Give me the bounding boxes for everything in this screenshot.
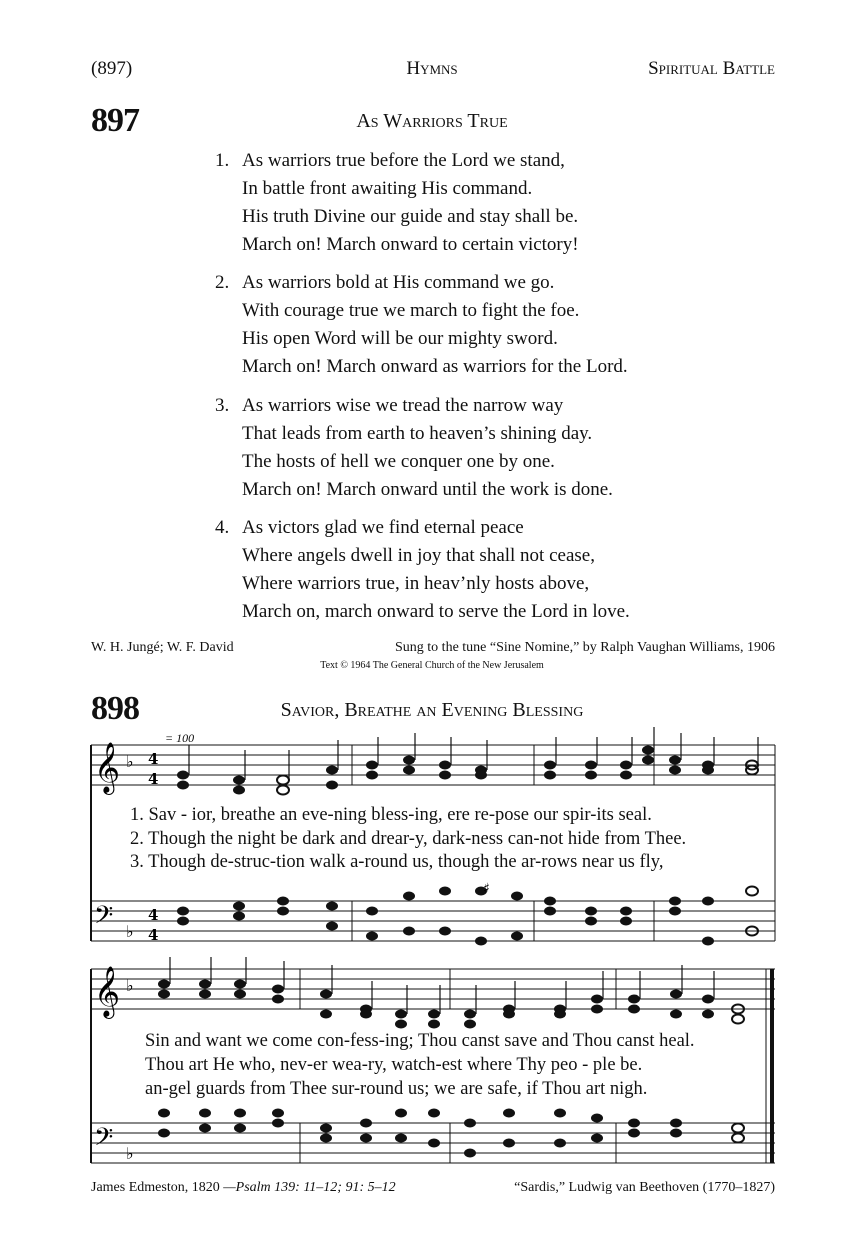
stanza-number: 1.: [215, 150, 230, 171]
treble-clef-icon: 𝄞: [94, 742, 121, 793]
notes-treble-1: [177, 746, 758, 795]
lyric-line: 1. Sav - ior, breathe an eve-ning bless-ing, ere re-pose our spir-its seal.: [130, 805, 652, 825]
flat-key-signature: ♭: [126, 922, 134, 941]
bass-clef-icon: 𝄢: [94, 901, 114, 936]
hymn-title-898: Savior, Breathe an Evening Blessing: [280, 699, 584, 721]
section-heading: Hymns: [406, 58, 458, 79]
page-reference: (897): [91, 58, 133, 79]
flat-key-signature: ♭: [126, 752, 134, 771]
stanza-2: [215, 269, 628, 381]
hymn-number-897: 897: [91, 102, 139, 139]
stanza-line: His open Word will be our mighty sword.: [242, 328, 558, 349]
stanza-line: March on, march onward to serve the Lord in love.: [242, 601, 630, 622]
author-credit-898: [91, 1180, 396, 1196]
tempo-marking: = 100: [165, 731, 195, 745]
notes-treble-2: [158, 980, 744, 1029]
stanza-line: With courage true we march to fight the foe.: [242, 300, 580, 321]
stanza-number: 4.: [215, 517, 230, 538]
svg-text:4: 4: [148, 926, 159, 944]
category-heading: Spiritual Battle: [648, 58, 775, 79]
notes-bass-1: [177, 887, 758, 946]
lyric-line: an-gel guards from Thee sur-round us; we are safe, if Thou art nigh.: [145, 1079, 648, 1099]
stanza-text: As warriors true before the Lord we stand,: [242, 150, 565, 171]
stanza-text: As victors glad we find eternal peace: [242, 517, 524, 538]
lyric-line: 3. Though de-struc-tion walk a-round us, though the ar-rows near us fly,: [130, 852, 664, 872]
stanza-number: 2.: [215, 272, 230, 293]
stanza-line: March on! March onward to certain victory!: [242, 234, 579, 255]
tune-credit-897: Sung to the tune “Sine Nomine,” by Ralph Vaughan Williams, 1906: [395, 640, 775, 655]
author-name: James Edmeston, 1820: [91, 1180, 220, 1195]
stanza-line: March on! March onward as warriors for the Lord.: [242, 356, 628, 377]
stanza-line: [215, 392, 613, 420]
stanza-text: As warriors bold at His command we go.: [242, 272, 555, 293]
bass-clef-icon: 𝄢: [94, 1123, 114, 1158]
stanza-line: [215, 147, 579, 175]
copyright-notice: Text © 1964 The General Church of the New Jerusalem: [320, 660, 544, 671]
svg-text:4: 4: [148, 770, 159, 788]
stanza-line: [215, 269, 628, 297]
stanza-line: In battle front awaiting His command.: [242, 178, 533, 199]
stanza-line: [215, 514, 630, 542]
stanza-number: 3.: [215, 395, 230, 416]
flat-key-signature: ♭: [126, 976, 134, 995]
lyric-line: 2. Though the night be dark and drear-y, dark-ness can-not hide from Thee.: [130, 829, 687, 849]
stanza-line: The hosts of hell we conquer one by one.: [242, 451, 555, 472]
author-credit-897: W. H. Jungé; W. F. David: [91, 640, 234, 655]
hymn-title-897: As Warriors True: [356, 110, 508, 132]
lyric-line: Thou art He who, nev-er wea-ry, watch-est where Thy peo - ple be.: [145, 1055, 643, 1075]
hymn-number-898: 898: [91, 690, 139, 727]
treble-clef-icon: 𝄞: [94, 966, 121, 1017]
scripture-reference: —Psalm 139: 11–12; 91: 5–12: [223, 1180, 396, 1195]
svg-text:4: 4: [148, 906, 159, 924]
stanza-line: That leads from earth to heaven’s shining day.: [242, 423, 593, 444]
stanza-1: [215, 147, 579, 259]
lyric-line: Sin and want we come con-fess-ing; Thou canst save and Thou canst heal.: [145, 1031, 695, 1051]
tune-credit-898: “Sardis,” Ludwig van Beethoven (1770–1827): [514, 1180, 775, 1195]
sharp-accidental: ♯: [483, 881, 490, 897]
stanza-line: Where warriors true, in heav’nly hosts above,: [242, 573, 590, 594]
stanza-3: [215, 392, 613, 504]
stanza-line: Where angels dwell in joy that shall not cease,: [242, 545, 595, 566]
svg-text:4: 4: [148, 750, 159, 768]
flat-key-signature: ♭: [126, 1144, 134, 1163]
stanza-text: As warriors wise we tread the narrow way: [242, 395, 564, 416]
stanza-line: March on! March onward until the work is done.: [242, 479, 613, 500]
stanza-4: [215, 514, 630, 626]
stanza-line: His truth Divine our guide and stay shall be.: [242, 206, 579, 227]
